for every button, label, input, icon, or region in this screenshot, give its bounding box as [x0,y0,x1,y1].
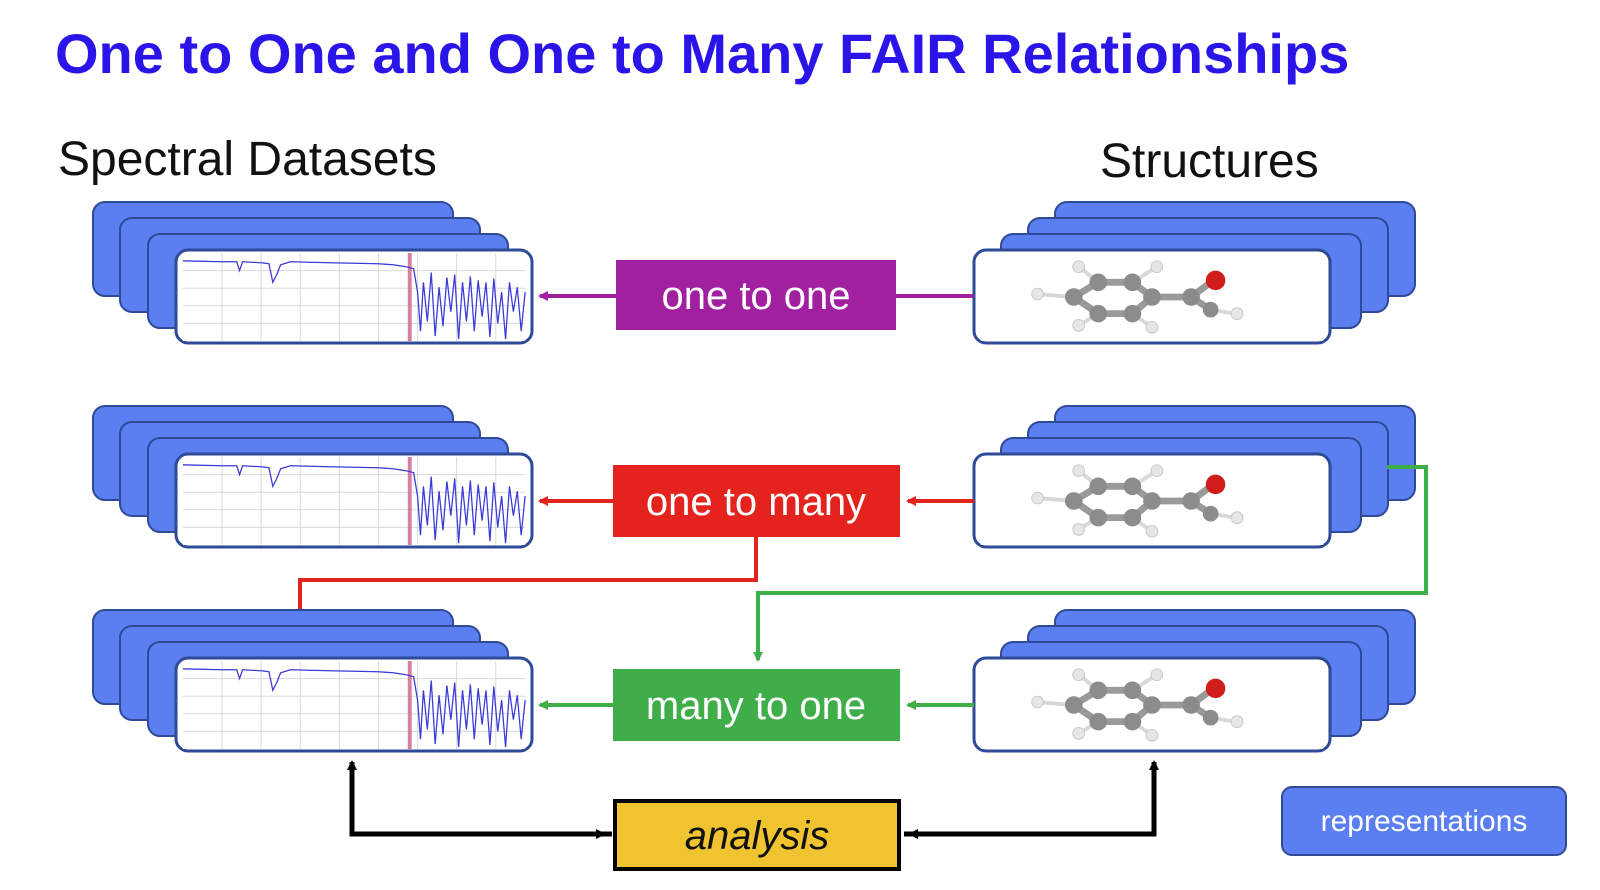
one-to-many-branch-arrow [300,537,756,618]
legend-label: representations [1320,805,1528,838]
one-to-one-box [616,260,896,330]
analysis-box [615,801,899,869]
one-to-many-box [613,465,900,537]
molecule-thumbnail [981,253,1323,341]
spectral-dataset-stack-3 [93,610,532,751]
page-title: One to One and One to Many FAIR Relationships [55,22,1350,85]
analysis-label: analysis [684,814,830,858]
legend-representations [1282,787,1566,855]
spectrum-thumbnail [183,661,525,749]
analysis-arrow-left [352,762,612,834]
analysis-arrow-right [904,762,1154,834]
header-structures: Structures [1100,135,1319,188]
one-to-many-label: one to many [645,480,867,524]
spectrum-thumbnail [183,253,525,341]
spectrum-thumbnail [183,457,525,545]
many-to-one-box [613,669,900,741]
structure-stack-2 [974,406,1415,547]
structure-stack-1 [974,202,1415,343]
structure-stack-3 [974,610,1415,751]
many-to-one-label: many to one [645,684,867,728]
header-spectral-datasets: Spectral Datasets [58,133,437,186]
molecule-thumbnail [981,661,1323,749]
one-to-one-label: one to one [661,274,851,318]
spectral-dataset-stack-2 [93,406,532,547]
spectral-dataset-stack-1 [93,202,532,343]
molecule-thumbnail [981,457,1323,545]
